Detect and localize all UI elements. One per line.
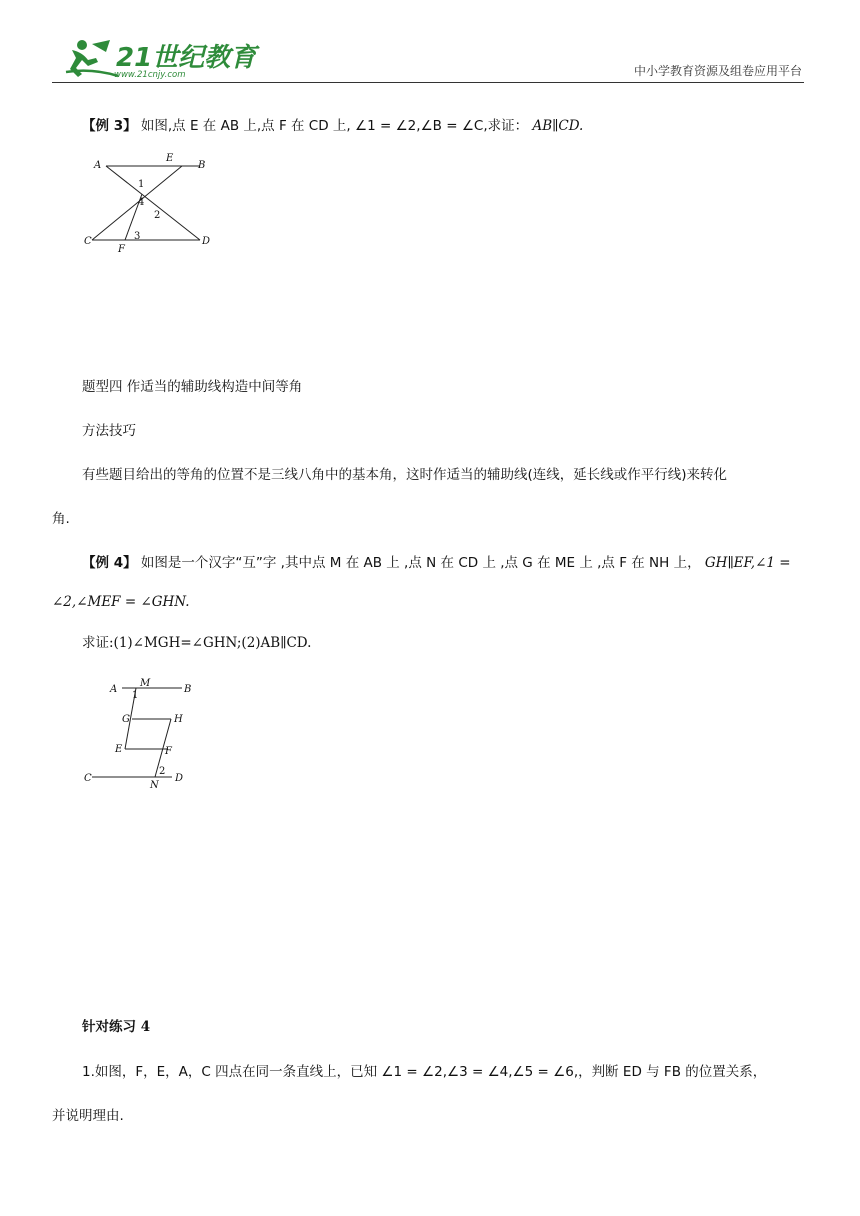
fig3-label-D: D [202, 236, 211, 247]
example4-text: 如图是一个汉字“互”字 ,其中点 M 在 AB 上 ,点 N 在 CD 上 ,点 G 在 ME 上 ,点 F 在 NH 上， [140, 555, 701, 571]
fig4-label-G: G [122, 714, 130, 725]
example3-figure [84, 150, 219, 256]
example4-math1: GH∥EF,∠1 = [704, 555, 791, 571]
fig4-angle-1: 1 [132, 690, 139, 701]
fig4-label-D: D [175, 773, 184, 784]
example3-text: 如图,点 E 在 AB 上,点 F 在 CD 上, ∠1 = ∠2,∠B = ∠C,求证： [140, 118, 529, 134]
fig3-label-E: E [166, 153, 174, 164]
practice4-title: 针对练习 4 [82, 1019, 151, 1035]
fig3-angle-2: 2 [154, 210, 161, 221]
fig4-angle-2: 2 [159, 766, 166, 777]
runner-logo-icon [52, 36, 257, 80]
fig4-label-N: N [150, 780, 159, 791]
example4-proof: 求证:(1)∠MGH=∠GHN;(2)AB∥CD. [82, 635, 312, 651]
fig4-label-C: C [84, 773, 92, 784]
logo-url: www.21cnjy.com [114, 70, 186, 80]
example3-line [82, 116, 583, 136]
practice4-q1-line1: 1.如图，F，E，A，C 四点在同一条直线上，已知 ∠1 = ∠2,∠3 = ∠4,∠5 = ∠6,，判断 ED 与 FB 的位置关系， [82, 1064, 767, 1080]
fig3-angle-3: 3 [134, 231, 141, 242]
example4-line2: ∠2,∠MEF = ∠GHN. [52, 594, 190, 610]
example4-line1 [82, 553, 791, 573]
page-header [52, 36, 804, 83]
practice4-q1-line2: 并说明理由. [52, 1108, 124, 1124]
example3-goal: AB∥CD. [532, 118, 584, 134]
logo-text: 21世纪教育 [116, 43, 257, 73]
fig3-angle-4: 4 [138, 197, 145, 208]
site-logo [52, 36, 257, 84]
fig4-label-H: H [174, 714, 183, 725]
fig4-label-B: B [184, 684, 192, 695]
header-tagline: 中小学教育资源及组卷应用平台 [633, 64, 802, 78]
example3-label: 【例 3】 [82, 118, 137, 134]
method-text-line2: 角. [52, 511, 70, 527]
fig4-label-A: A [110, 684, 118, 695]
section-title-type4: 题型四 作适当的辅助线构造中间等角 [82, 379, 303, 395]
example4-label: 【例 4】 [82, 555, 137, 571]
fig4-label-M: M [140, 678, 151, 689]
method-title: 方法技巧 [82, 423, 136, 439]
fig3-label-C: C [84, 236, 92, 247]
fig3-label-F: F [118, 244, 125, 255]
fig4-label-F: F [165, 746, 172, 757]
method-text-line1: 有些题目给出的等角的位置不是三线八角中的基本角，这时作适当的辅助线(连线，延长线或作平行线)来转化 [82, 467, 728, 483]
example4-figure [82, 674, 197, 792]
fig4-label-E: E [115, 744, 123, 755]
fig3-label-B: B [198, 160, 206, 171]
fig3-label-A: A [94, 160, 102, 171]
fig3-angle-1: 1 [138, 179, 145, 190]
